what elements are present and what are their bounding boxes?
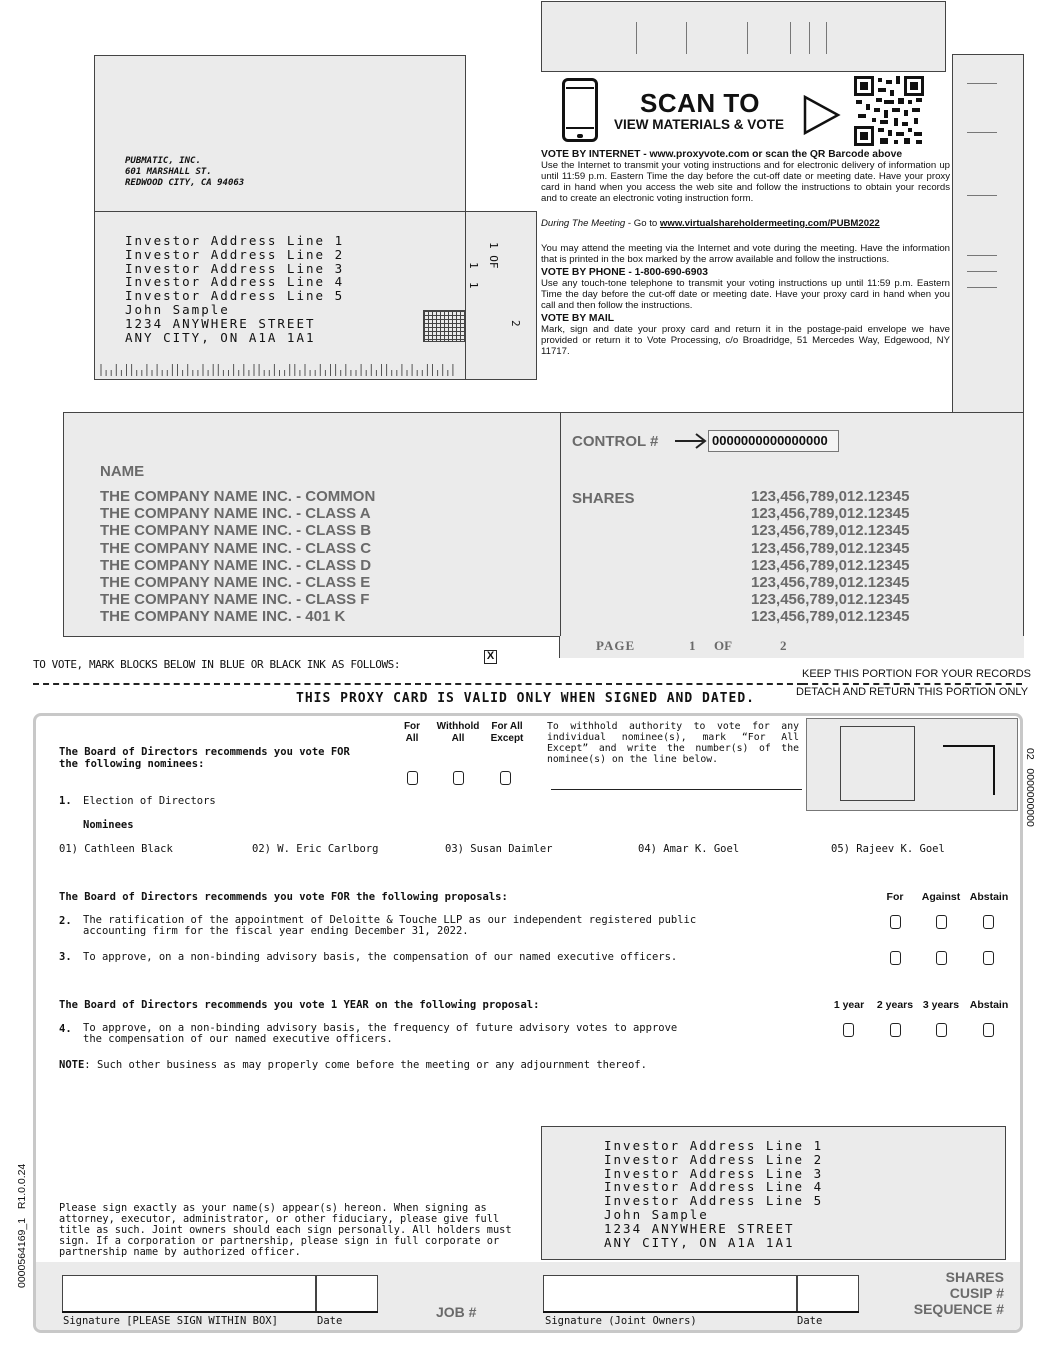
share-value: 123,456,789,012.12345 — [751, 539, 910, 557]
play-arrow-icon — [802, 94, 842, 136]
checkbox-withhold-all[interactable] — [453, 771, 464, 785]
company-name: THE COMPANY NAME INC. - COMMON — [100, 488, 376, 505]
investor-line: 1234 ANYWHERE STREET — [604, 1220, 795, 1236]
sender-city: REDWOOD CITY, CA 94063 — [125, 178, 245, 188]
note-text: : Such other business as may properly come before the meeting or any adjournment thereof. — [84, 1059, 647, 1071]
item4-1year-checkbox[interactable] — [843, 1023, 854, 1037]
scan-title: SCAN TO — [640, 88, 761, 118]
cusip-label: CUSIP # — [949, 1285, 1004, 1301]
col-3years: 3 years — [922, 999, 960, 1011]
investor-address-box — [94, 211, 466, 380]
checkbox-for-all-except[interactable] — [500, 771, 511, 785]
share-value: 123,456,789,012.12345 — [751, 574, 910, 592]
ones-mark: 1 1 — [467, 262, 480, 289]
joint-date-label: Date — [797, 1315, 823, 1327]
name-label: NAME — [100, 463, 145, 480]
meeting-url-link[interactable]: www.virtualshareholdermeeting.com/PUBM2022 — [659, 218, 880, 229]
page-label: PAGE — [596, 638, 636, 653]
col-against: Against — [921, 891, 961, 903]
page-current: 1 — [689, 638, 696, 653]
investor-line: Investor Address Line 5 — [125, 288, 345, 304]
shares-label: SHARES — [572, 490, 635, 507]
share-value: 123,456,789,012.12345 — [751, 556, 910, 574]
scanner-box — [806, 718, 1018, 811]
company-name: THE COMPANY NAME INC. - CLASS C — [100, 539, 372, 557]
joint-signature-label: Signature (Joint Owners) — [545, 1315, 697, 1327]
valid-notice: THIS PROXY CARD IS VALID ONLY WHEN SIGNED AND DATED. — [296, 691, 755, 706]
qr-code — [854, 76, 924, 146]
investor-line: John Sample — [125, 301, 230, 317]
grid-mark — [423, 310, 465, 342]
return-investor-box — [541, 1126, 1006, 1260]
item4-text: To approve, on a non-binding advisory basis, the frequency of future advisory votes to approve the compensation of our named executive officers. — [83, 1022, 678, 1045]
mark-example-box: X — [484, 650, 497, 664]
sender-street: 601 MARSHALL ST. — [125, 167, 212, 177]
page-of: OF — [714, 638, 733, 653]
signature-label: Signature [PLEASE SIGN WITHIN BOX] — [63, 1315, 278, 1327]
shares-code-label: SHARES — [945, 1269, 1004, 1285]
control-label: CONTROL # — [572, 433, 659, 450]
item3-text: To approve, on a non-binding advisory basis, the compensation of our named executive officers. — [83, 951, 678, 963]
meeting-goto: - Go to — [625, 218, 660, 229]
return-investor-address — [604, 1139, 823, 1249]
company-name: THE COMPANY NAME INC. - CLASS D — [100, 556, 372, 574]
investor-line: Investor Address Line 2 — [125, 246, 345, 262]
left-side-code: 0000564169_1 R1.0.0.24 — [16, 1163, 28, 1288]
share-value: 123,456,789,012.12345 — [751, 522, 910, 540]
board-recommend-year: The Board of Directors recommends you vote 1 YEAR on the following proposal: — [59, 999, 540, 1011]
signature-box[interactable] — [62, 1275, 316, 1312]
col-abstain: Abstain — [969, 999, 1009, 1011]
item2-number: 2. — [59, 915, 72, 927]
signature-underline — [62, 1311, 378, 1313]
col-1year: 1 year — [833, 999, 865, 1011]
company-name: THE COMPANY NAME INC. - CLASS E — [100, 574, 371, 592]
item3-number: 3. — [59, 951, 72, 963]
item4-number: 4. — [59, 1023, 72, 1035]
right-side-code: 02 0000000000 — [1024, 748, 1036, 827]
two-mark: 2 — [509, 320, 522, 327]
phone-heading: VOTE BY PHONE - 1-800-690-6903 — [541, 267, 708, 278]
board-recommend-proposals: The Board of Directors recommends you vote FOR the following proposals: — [59, 891, 508, 903]
internet-heading: VOTE BY INTERNET - www.proxyvote.com or scan the QR Barcode above — [541, 149, 903, 160]
col-2years: 2 years — [876, 999, 914, 1011]
return-address-box — [94, 55, 466, 212]
nominee-exception-line[interactable] — [551, 789, 802, 790]
item2-text: The ratification of the appointment of Deloitte & Touche LLP as our independent registered public accounting firm for the fiscal year ending December 31, 2022. — [83, 914, 697, 937]
item4-2years-checkbox[interactable] — [890, 1023, 901, 1037]
nominee: 02) W. Eric Carlborg — [252, 843, 379, 855]
item4-3years-checkbox[interactable] — [936, 1023, 947, 1037]
envelope-tab — [465, 211, 537, 380]
share-value: 123,456,789,012.12345 — [751, 488, 910, 505]
sender-block — [125, 156, 244, 189]
meeting-line — [541, 218, 950, 229]
item2-against-checkbox[interactable] — [936, 915, 947, 929]
joint-signature-box[interactable] — [543, 1275, 797, 1312]
sequence-label: SEQUENCE # — [913, 1301, 1004, 1317]
top-barcode-box — [541, 1, 946, 72]
shares-list — [751, 488, 910, 626]
investor-line: ANY CITY, ON A1A 1A1 — [604, 1234, 795, 1250]
detach-dashed-line — [33, 683, 803, 685]
vote-instruction-line: TO VOTE, MARK BLOCKS BELOW IN BLUE OR BLACK INK AS FOLLOWS: — [33, 658, 401, 671]
col-withhold-all: Withhold All — [436, 721, 480, 744]
col-for-all: For All — [403, 721, 421, 744]
joint-signature-underline — [543, 1311, 859, 1313]
investor-line: Investor Address Line 1 — [604, 1138, 824, 1153]
share-value: 123,456,789,012.12345 — [751, 505, 910, 523]
company-name: THE COMPANY NAME INC. - CLASS A — [100, 505, 371, 523]
mail-heading: VOTE BY MAIL — [541, 313, 615, 324]
footer-codes — [880, 1269, 1004, 1317]
keep-portion: KEEP THIS PORTION FOR YOUR RECORDS — [802, 668, 1032, 680]
company-name: THE COMPANY NAME INC. - CLASS B — [100, 522, 372, 540]
board-recommend-nominees: The Board of Directors recommends you vote FOR the following nominees: — [59, 746, 350, 770]
withhold-instructions: To withhold authority to vote for any individual nominee(s), mark “For All Except” and write the number(s) of the nominee(s) on the line below. — [547, 721, 799, 765]
note-label: NOTE — [59, 1059, 85, 1071]
company-list — [100, 488, 375, 626]
note — [59, 1059, 647, 1071]
investor-line: Investor Address Line 4 — [604, 1179, 824, 1195]
internet-body: Use the Internet to transmit your voting instructions and for electronic delivery of information up until 11:59 p.m. Eastern Time the day before the cut-off date or meeting date. Have your proxy card in hand when you access the web site and follow the instructions to obtain your records and to create an electronic voting instruction form. — [541, 160, 950, 204]
investor-line: John Sample — [604, 1206, 709, 1222]
nominee: 03) Susan Daimler — [445, 843, 553, 855]
investor-line: Investor Address Line 1 — [125, 233, 345, 248]
date-box[interactable] — [316, 1275, 378, 1312]
share-value: 123,456,789,012.12345 — [751, 591, 910, 609]
item2-for-checkbox[interactable] — [890, 915, 901, 929]
control-number: 0000000000000000 — [708, 430, 839, 452]
detach-portion: DETACH AND RETURN THIS PORTION ONLY — [796, 686, 1029, 698]
date-label: Date — [317, 1315, 343, 1327]
investor-line: ANY CITY, ON A1A 1A1 — [125, 329, 316, 345]
item1-number: 1. — [59, 795, 72, 807]
postal-barcode — [99, 362, 459, 378]
col-for-all-except: For All Except — [490, 721, 524, 744]
page-total: 2 — [780, 638, 787, 653]
item2-abstain-checkbox[interactable] — [983, 915, 994, 929]
nominee: 05) Rajeev K. Goel — [831, 843, 945, 855]
investor-address — [125, 234, 344, 344]
nominee: 01) Cathleen Black — [59, 843, 173, 855]
nominee: 04) Amar K. Goel — [638, 843, 740, 855]
detach-dashed-line-right — [802, 683, 1022, 685]
investor-line: Investor Address Line 4 — [125, 274, 345, 290]
company-name: THE COMPANY NAME INC. - CLASS F — [100, 591, 370, 609]
voting-instructions — [541, 149, 950, 357]
investor-line: Investor Address Line 2 — [604, 1151, 824, 1167]
investor-line: Investor Address Line 3 — [604, 1165, 824, 1181]
job-label: JOB # — [436, 1304, 477, 1320]
investor-line: Investor Address Line 5 — [604, 1193, 824, 1209]
share-value: 123,456,789,012.12345 — [751, 608, 910, 626]
right-arrow-icon — [674, 432, 708, 450]
phone-icon — [562, 78, 598, 142]
item1-text: Election of Directors — [83, 795, 216, 807]
meeting-prefix: During The Meeting — [541, 218, 626, 229]
sender-name: PUBMATIC, INC. — [125, 156, 201, 166]
item3-against-checkbox[interactable] — [936, 951, 947, 965]
scan-subtitle: VIEW MATERIALS & VOTE — [614, 117, 785, 132]
item3-for-checkbox[interactable] — [890, 951, 901, 965]
investor-line: 1234 ANYWHERE STREET — [125, 315, 316, 331]
of-mark: 1 OF — [487, 242, 500, 269]
investor-line: Investor Address Line 3 — [125, 260, 345, 276]
right-tab-box — [952, 54, 1024, 414]
item4-abstain-checkbox[interactable] — [983, 1023, 994, 1037]
phone-body: Use any touch-tone telephone to transmit your voting instructions up until 11:59 p.m. Eastern Time the day before the cut-off date or meeting date. Have your proxy card in hand when you call and then follow the instructions. — [541, 278, 950, 311]
company-name: THE COMPANY NAME INC. - 401 K — [100, 608, 346, 626]
meeting-body: You may attend the meeting via the Internet and vote during the meeting. Have the information that is printed in the box marked by the arrow available and follow the instructions. — [541, 243, 950, 265]
col-abstain: Abstain — [969, 891, 1009, 903]
sign-instructions: Please sign exactly as your name(s) appear(s) hereon. When signing as attorney, executor, administrator, or other fiduciary, please give full title as such. Joint owners should each sign personally. All holders must sign. If a corporation or partnership, please sign in full corporate or partnership name by authorized officer. — [59, 1202, 512, 1258]
col-for: For — [886, 891, 904, 903]
joint-date-box[interactable] — [797, 1275, 859, 1312]
nominees-label: Nominees — [83, 819, 134, 831]
mail-body: Mark, sign and date your proxy card and return it in the postage-paid envelope we have provided or return it to Vote Processing, c/o Broadridge, 51 Mercedes Way, Edgewood, NY 11717. — [541, 324, 950, 357]
item3-abstain-checkbox[interactable] — [983, 951, 994, 965]
checkbox-for-all[interactable] — [407, 771, 418, 785]
